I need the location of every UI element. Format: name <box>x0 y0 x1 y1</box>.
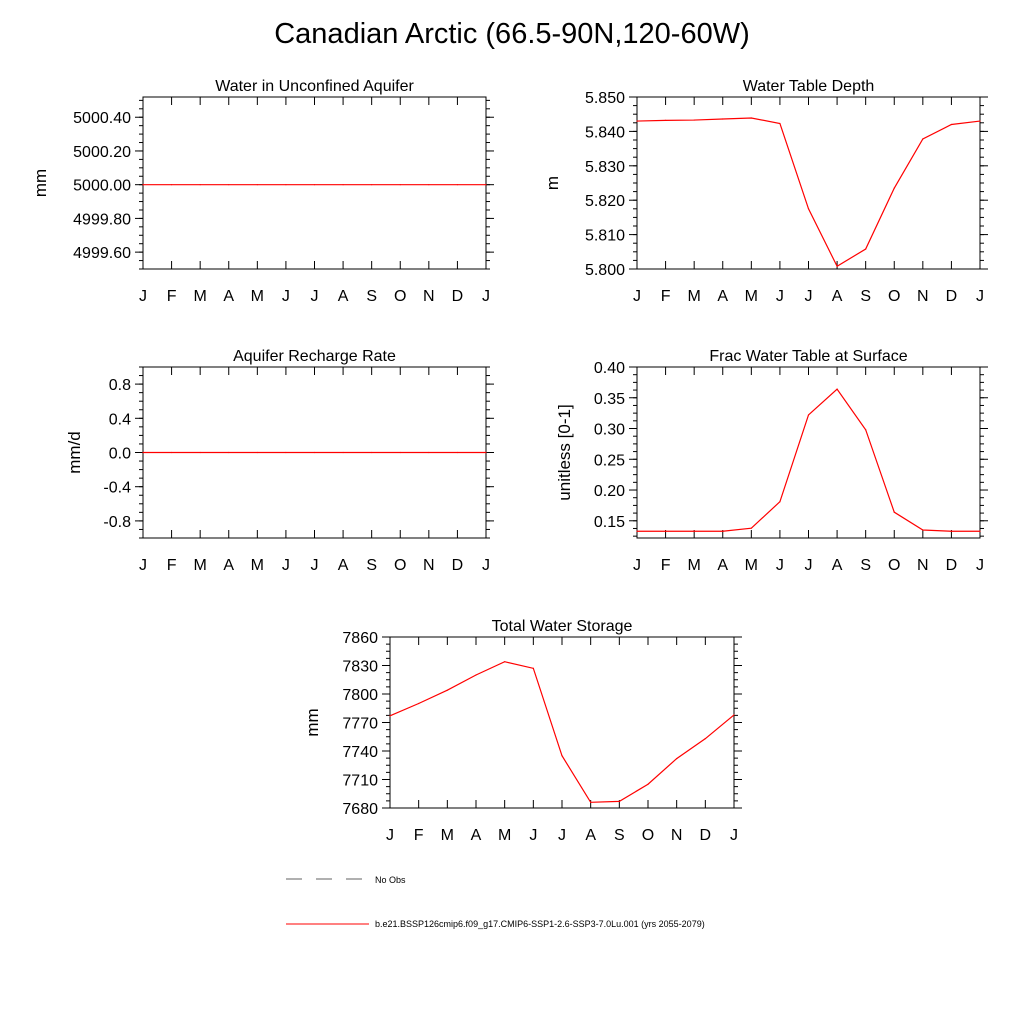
y-tick-label: 5000.00 <box>73 177 131 195</box>
data-point <box>808 414 809 415</box>
y-tick-label: 7800 <box>342 687 378 704</box>
data-point <box>428 452 429 453</box>
chart-title: Total Water Storage <box>491 618 633 635</box>
y-tick-label: 5.840 <box>584 124 625 142</box>
data-point <box>979 120 980 121</box>
data-point <box>619 801 620 802</box>
data-point <box>894 188 895 189</box>
x-tick-label: M <box>440 827 454 844</box>
x-tick-label: S <box>860 288 872 305</box>
data-point <box>371 452 372 453</box>
series-line <box>637 118 980 266</box>
y-tick-label: 0.8 <box>108 377 131 395</box>
x-tick-label: A <box>337 288 349 305</box>
x-tick-label: A <box>831 557 843 574</box>
x-tick-label: J <box>633 288 641 305</box>
data-point <box>836 266 837 267</box>
data-point <box>722 531 723 532</box>
x-tick-label: J <box>386 827 394 844</box>
y-tick-label: -0.8 <box>103 513 131 531</box>
x-tick-label: J <box>633 557 641 574</box>
data-point <box>951 124 952 125</box>
data-point <box>865 248 866 249</box>
x-tick-label: N <box>917 557 929 574</box>
data-point <box>808 208 809 209</box>
x-tick-label: A <box>717 288 729 305</box>
x-tick-label: J <box>775 288 784 305</box>
x-tick-label: J <box>804 288 813 305</box>
x-tick-label: D <box>451 557 464 574</box>
x-tick-label: O <box>394 557 407 574</box>
data-point <box>751 117 752 118</box>
x-tick-label: N <box>423 288 435 305</box>
data-point <box>836 389 837 390</box>
figure-title: Canadian Arctic (66.5-90N,120-60W) <box>274 18 750 50</box>
x-tick-label: J <box>139 288 147 305</box>
y-tick-label: 0.4 <box>108 411 131 429</box>
data-point <box>400 452 401 453</box>
data-point <box>865 429 866 430</box>
x-tick-label: F <box>660 288 671 305</box>
x-tick-label: A <box>223 557 235 574</box>
y-tick-label: 7860 <box>342 630 378 647</box>
data-point <box>694 531 695 532</box>
x-tick-label: J <box>529 827 538 844</box>
data-point <box>733 714 734 715</box>
y-axis-label: mm/d <box>65 431 84 474</box>
chart-title: Water in Unconfined Aquifer <box>215 78 414 95</box>
data-point <box>894 512 895 513</box>
y-tick-label: 0.0 <box>108 445 131 463</box>
data-point <box>751 528 752 529</box>
x-tick-label: M <box>498 827 512 844</box>
y-tick-label: 0.25 <box>593 452 625 470</box>
series-line <box>637 389 980 531</box>
data-point <box>590 802 591 803</box>
plot-frame <box>390 637 734 808</box>
y-tick-label: 7680 <box>342 801 378 818</box>
chart-panel-2 <box>543 78 988 305</box>
x-tick-label: F <box>166 557 177 574</box>
x-tick-label: S <box>366 557 378 574</box>
y-tick-label: 5.850 <box>584 90 625 107</box>
x-tick-label: O <box>641 827 655 844</box>
x-tick-label: A <box>470 827 482 844</box>
data-point <box>171 184 172 185</box>
data-point <box>171 452 172 453</box>
y-axis-label: unitless [0-1] <box>555 404 574 501</box>
y-tick-label: 0.35 <box>593 390 625 408</box>
chart-title: Aquifer Recharge Rate <box>233 348 396 365</box>
x-tick-label: J <box>281 557 290 574</box>
data-point <box>779 123 780 124</box>
y-tick-label: 7710 <box>342 772 378 790</box>
x-tick-label: M <box>744 288 758 305</box>
data-point <box>400 184 401 185</box>
data-point <box>705 738 706 739</box>
x-tick-label: J <box>482 288 490 305</box>
x-tick-label: M <box>687 557 701 574</box>
data-point <box>485 184 486 185</box>
y-tick-label: 7770 <box>342 715 378 733</box>
x-tick-label: O <box>888 557 901 574</box>
chart-panel-3 <box>65 348 494 574</box>
data-point <box>200 452 201 453</box>
y-tick-label: 4999.60 <box>73 245 131 263</box>
plot-frame <box>143 97 486 269</box>
plot-frame <box>637 97 980 269</box>
data-point <box>342 452 343 453</box>
y-tick-label: 7830 <box>342 658 378 676</box>
x-tick-label: S <box>613 827 625 844</box>
data-point <box>200 184 201 185</box>
y-tick-label: 7740 <box>342 744 378 761</box>
x-tick-label: J <box>775 557 784 574</box>
x-tick-label: J <box>558 827 566 844</box>
data-point <box>428 184 429 185</box>
y-tick-label: 5.830 <box>584 158 625 176</box>
data-point <box>485 452 486 453</box>
x-tick-label: J <box>976 288 984 305</box>
data-point <box>389 715 390 716</box>
x-tick-label: A <box>585 827 597 844</box>
y-tick-label: 5.800 <box>584 262 625 279</box>
data-point <box>665 120 666 121</box>
x-tick-label: O <box>394 288 407 305</box>
data-point <box>447 690 448 691</box>
plot-frame <box>637 367 980 538</box>
data-point <box>418 703 419 704</box>
data-point <box>504 661 505 662</box>
x-tick-label: M <box>193 557 207 574</box>
x-tick-label: J <box>281 288 290 305</box>
x-tick-label: M <box>250 288 264 305</box>
x-tick-label: J <box>804 557 813 574</box>
chart-panel-1 <box>31 78 494 305</box>
data-point <box>142 452 143 453</box>
data-point <box>314 452 315 453</box>
x-tick-label: A <box>831 288 843 305</box>
data-point <box>694 119 695 120</box>
data-point <box>314 184 315 185</box>
data-point <box>951 531 952 532</box>
data-point <box>722 118 723 119</box>
x-tick-label: O <box>888 288 901 305</box>
x-tick-label: D <box>699 827 712 844</box>
chart-panel-5 <box>303 618 742 844</box>
data-point <box>922 138 923 139</box>
data-point <box>285 452 286 453</box>
legend-model-label: b.e21.BSSP126cmip6.f09_g17.CMIP6-SSP1-2.6-SSP3-7.0Lu.001 (yrs 2055-2079) <box>375 919 705 929</box>
legend <box>286 875 705 929</box>
data-point <box>636 531 637 532</box>
x-tick-label: J <box>310 288 319 305</box>
data-point <box>257 184 258 185</box>
data-point <box>285 184 286 185</box>
data-point <box>533 668 534 669</box>
y-axis-label: mm <box>303 708 322 737</box>
y-tick-label: 4999.80 <box>73 211 131 229</box>
x-tick-label: F <box>166 288 177 305</box>
y-tick-label: 0.20 <box>593 483 625 501</box>
data-point <box>257 452 258 453</box>
x-tick-label: N <box>423 557 435 574</box>
data-point <box>647 784 648 785</box>
data-point <box>371 184 372 185</box>
x-tick-label: A <box>223 288 235 305</box>
y-tick-label: 5000.40 <box>73 110 131 128</box>
y-tick-label: 0.40 <box>593 360 625 377</box>
x-tick-label: M <box>250 557 264 574</box>
data-point <box>142 184 143 185</box>
x-tick-label: D <box>945 288 958 305</box>
data-point <box>228 184 229 185</box>
x-tick-label: J <box>976 557 984 574</box>
data-point <box>922 529 923 530</box>
data-point <box>676 758 677 759</box>
data-point <box>665 531 666 532</box>
chart-panel-4 <box>555 348 988 574</box>
data-point <box>342 184 343 185</box>
x-tick-label: F <box>660 557 671 574</box>
x-tick-label: J <box>482 557 490 574</box>
data-point <box>475 674 476 675</box>
data-point <box>979 531 980 532</box>
data-point <box>228 452 229 453</box>
data-point <box>457 184 458 185</box>
y-axis-label: mm <box>31 168 50 198</box>
x-tick-label: N <box>670 827 683 844</box>
x-tick-label: D <box>945 557 958 574</box>
data-point <box>457 452 458 453</box>
x-tick-label: A <box>337 557 349 574</box>
x-tick-label: N <box>917 288 929 305</box>
x-tick-label: S <box>860 557 872 574</box>
x-tick-label: M <box>687 288 701 305</box>
x-tick-label: J <box>310 557 319 574</box>
y-tick-label: 5.820 <box>584 193 625 211</box>
series-line <box>390 662 734 803</box>
x-tick-label: M <box>193 288 207 305</box>
y-tick-label: -0.4 <box>103 479 131 497</box>
y-tick-label: 5000.20 <box>73 143 131 161</box>
chart-title: Water Table Depth <box>742 78 875 95</box>
data-point <box>561 755 562 756</box>
x-tick-label: S <box>366 288 378 305</box>
x-tick-label: F <box>413 827 424 844</box>
x-tick-label: J <box>139 557 147 574</box>
y-tick-label: 0.15 <box>593 513 625 531</box>
data-point <box>636 120 637 121</box>
y-tick-label: 0.30 <box>593 421 625 439</box>
x-tick-label: D <box>451 288 464 305</box>
chart-title: Frac Water Table at Surface <box>709 348 908 365</box>
legend-obs-label: No Obs <box>375 875 406 885</box>
data-point <box>779 501 780 502</box>
x-tick-label: A <box>717 557 729 574</box>
x-tick-label: J <box>730 827 738 844</box>
x-tick-label: M <box>744 557 758 574</box>
y-axis-label: m <box>543 175 562 191</box>
y-tick-label: 5.810 <box>584 227 625 245</box>
